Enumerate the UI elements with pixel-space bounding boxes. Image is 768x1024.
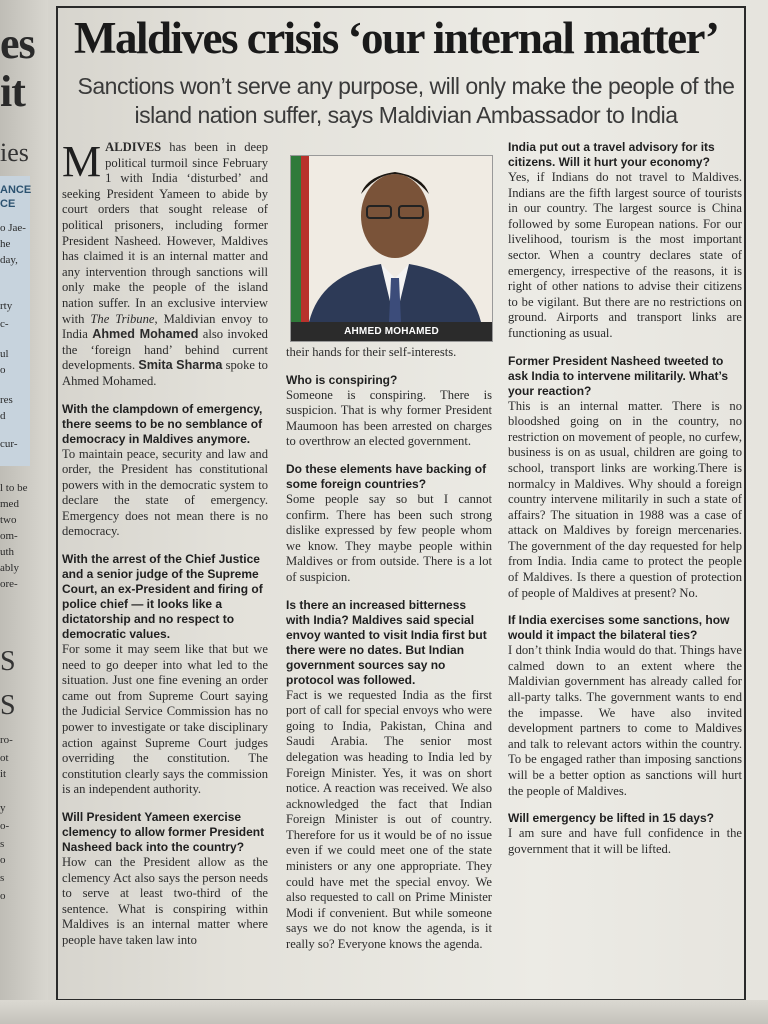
adjacent-body-text: ro- [0, 734, 13, 746]
answer: Fact is we requested India as the first port of call for special envoys who were going to India, Pakistan, China and Saudi Arabia. The senior most delegation was heading to India led by Foreign Minister. Yes, it was on short notice. A reaction was received. We also acknowledged the fact that Indian Foreign Minister is out of country. Therefore for us it would be of no issue even if we could meet one of the state ministers or any one appropriate. They could have met the special envoy. We also requested to call on Prime Minister Modi if convenient. But while someone says we do not know the agenda, is it really so? Everyone knows the agenda. [286, 687, 492, 952]
adjacent-box-text: cur- [0, 438, 18, 450]
article-column-1 [62, 137, 269, 961]
adjacent-body-text: ably [0, 562, 19, 574]
adjacent-body-text: ot [0, 752, 9, 764]
article-headline: Maldives crisis ‘our internal matter’ [74, 13, 719, 63]
answer: Some people say so but I cannot confirm. There has been such strong dislike expressed by few people whom we know. They maybe people within Maldives or from outside. There is a lot of suspicion. [286, 491, 492, 584]
question: Former President Nasheed tweeted to ask India to intervene militarily. What’s your reaction? [508, 353, 729, 398]
adjacent-body-text: s [0, 838, 5, 850]
adjacent-box-text: o Jae- [0, 222, 26, 234]
adjacent-box-text: o [0, 364, 6, 376]
adjacent-body-text: med [0, 498, 19, 510]
adjacent-box-text: c- [0, 318, 9, 330]
interviewee-name: Ahmed Mohamed [92, 327, 199, 342]
intro-smallcaps: ALDIVES [105, 140, 162, 154]
adjacent-body-text: y [0, 802, 6, 814]
adjacent-body-text: uth [0, 546, 15, 558]
adjacent-body-text: ore- [0, 578, 18, 590]
adjacent-box-title: ANCE [0, 184, 32, 196]
ambassador-photo [290, 155, 493, 342]
adjacent-headline-fragment: es [0, 19, 35, 68]
answer: Yes, if Indians do not travel to Maldives. Indians are the fifth largest source of tourists in our country. The largest source is China followed by some European nations. For our livelihood, tourism is the most important sector. When a country declares state of emergency, irrespective of the reasons, it is right of other nations to advise their citizens to be vigilant. But there are no restrictions on ground. Airports and transport links are functioning as usual. [508, 170, 742, 340]
adjacent-box-text: res [0, 394, 13, 406]
adjacent-headline-fragment: it [0, 67, 25, 116]
question: Will emergency be lifted in 15 days? [508, 811, 714, 826]
intro-text: also invoked the ‘foreign hand’ behind current developments. [62, 327, 268, 373]
adjacent-box-text: he [0, 238, 11, 250]
answer: This is an internal matter. There is no bloodshed going on in the country, no restriction on movement of people, no curfew, business is on as usual, children are going to school, transport links are working.There is normalcy in Maldives. Why should a foreign country intervene militarily in such a state of affairs? The situation in 1988 was a case of attack on Maldives by foreign mercenaries. The government of the day requested for help from India. India came to protect the people of Maldives. Is there a question of protection of people of Maldives at present? No. [508, 398, 742, 600]
adjacent-body-text: om- [0, 530, 18, 542]
newspaper-name: The Tribune [90, 311, 155, 326]
adjacent-headline-fragment: S [0, 646, 16, 677]
adjacent-subhead-fragment: ies [0, 138, 29, 167]
answer: To maintain peace, security and law and order, the President has constitutional powers with in the democratic system to declare the state of emergency. Emergency does not mean there is no democracy. [62, 446, 268, 539]
answer: Someone is conspiring. There is suspicion. That is why former President Maumoon has been arrested on charges to overthrow an elected government. [286, 387, 492, 449]
adjacent-sidebar-box [0, 176, 30, 466]
continued-text: their hands for their self-interests. [286, 345, 457, 359]
adjacent-box-text: ul [0, 348, 9, 360]
adjacent-body-text: o [0, 854, 6, 866]
adjacent-box-text: day, [0, 254, 18, 266]
page-edge [0, 1000, 768, 1024]
intro-text: , Maldivian envoy to India [62, 311, 269, 342]
question: India put out a travel advisory for its citizens. Will it hurt your economy? [508, 140, 715, 169]
answer: I am sure and have full confidence in the government that it will be lifted. [508, 826, 742, 856]
adjacent-body-text: it [0, 768, 7, 780]
question: Is there an increased bitterness with India? Maldives said special envoy wanted to visit India first but there were no dates. But Indian government sources say no protocol was followed. [286, 597, 487, 687]
adjacent-body-text: s [0, 872, 5, 884]
adjacent-headline-fragment: S [0, 690, 16, 721]
article-column-2 [286, 345, 492, 965]
question: With the clampdown of emergency, there seems to be no semblance of democracy in Maldives anymore. [62, 401, 263, 446]
answer: I don’t think India would do that. Things have calmed down to an extent where the Maldivian government has already called for all-party talks. The government wants to end the impasse. We have also invited development partners to come to Maldives and talk to relevant actors within the country. To be engaged rather than imposing sanctions will be a better option as sanctions will hurt the people of Maldives. [508, 643, 742, 798]
adjacent-article-strip [0, 0, 48, 1024]
intro-text: spoke to Ahmed Mohamed. [62, 358, 268, 388]
portrait-image [291, 156, 492, 322]
photo-caption: AHMED MOHAMED [291, 322, 492, 341]
adjacent-box-text: rty [0, 300, 13, 312]
answer: For some it may seem like that but we need to go deeper into what led to the situation. Just one fine evening an order came out from Supreme Court saying the Judicial Service Commission has no power to investigate or take disciplinary action against Supreme Court judges overriding the constitution. The constitution clearly says the commission is an independent authority. [62, 642, 268, 797]
adjacent-body-text: two [0, 514, 17, 526]
adjacent-body-text: l to be [0, 482, 28, 494]
adjacent-box-text: d [0, 410, 6, 422]
answer: How can the President allow as the clemency Act also says the person needs to serve at least two-third of the sentence. What is conspiring within Maldives is an internal matter where people have taken law into [62, 855, 268, 947]
intro-text: has been in deep political turmoil since February 1 with India ‘disturbed’ and seeking President Yameen to abide by court orders that sought release of political prisoners, including former President Nasheed. However, Maldives has claimed it is an internal matter and any intervention through sanctions will only make the people of the island nation suffer. In an exclusive interview with [62, 140, 268, 326]
reporter-name: Smita Sharma [138, 358, 223, 373]
adjacent-box-title: CE [0, 198, 16, 210]
intro-paragraph [62, 137, 269, 390]
question: With the arrest of the Chief Justice and a senior judge of the Supreme Court, an ex-President and firing of police chief — it looks like a dictatorship and no respect to democratic values. [62, 552, 263, 642]
article-deck: Sanctions won’t serve any purpose, will only make the people of the island nation suffer, says Maldivian Ambassador to India [77, 73, 735, 128]
question: Will President Yameen exercise clemency to allow former President Nasheed back into the country? [62, 810, 265, 854]
question: Do these elements have backing of some foreign countries? [286, 461, 487, 491]
drop-cap: M [62, 137, 102, 186]
adjacent-body-text: o [0, 890, 6, 902]
article-column-3 [508, 140, 742, 869]
question: If India exercises some sanctions, how would it impact the bilateral ties? [508, 613, 730, 643]
question: Who is conspiring? [286, 372, 398, 387]
adjacent-body-text: o- [0, 820, 10, 832]
